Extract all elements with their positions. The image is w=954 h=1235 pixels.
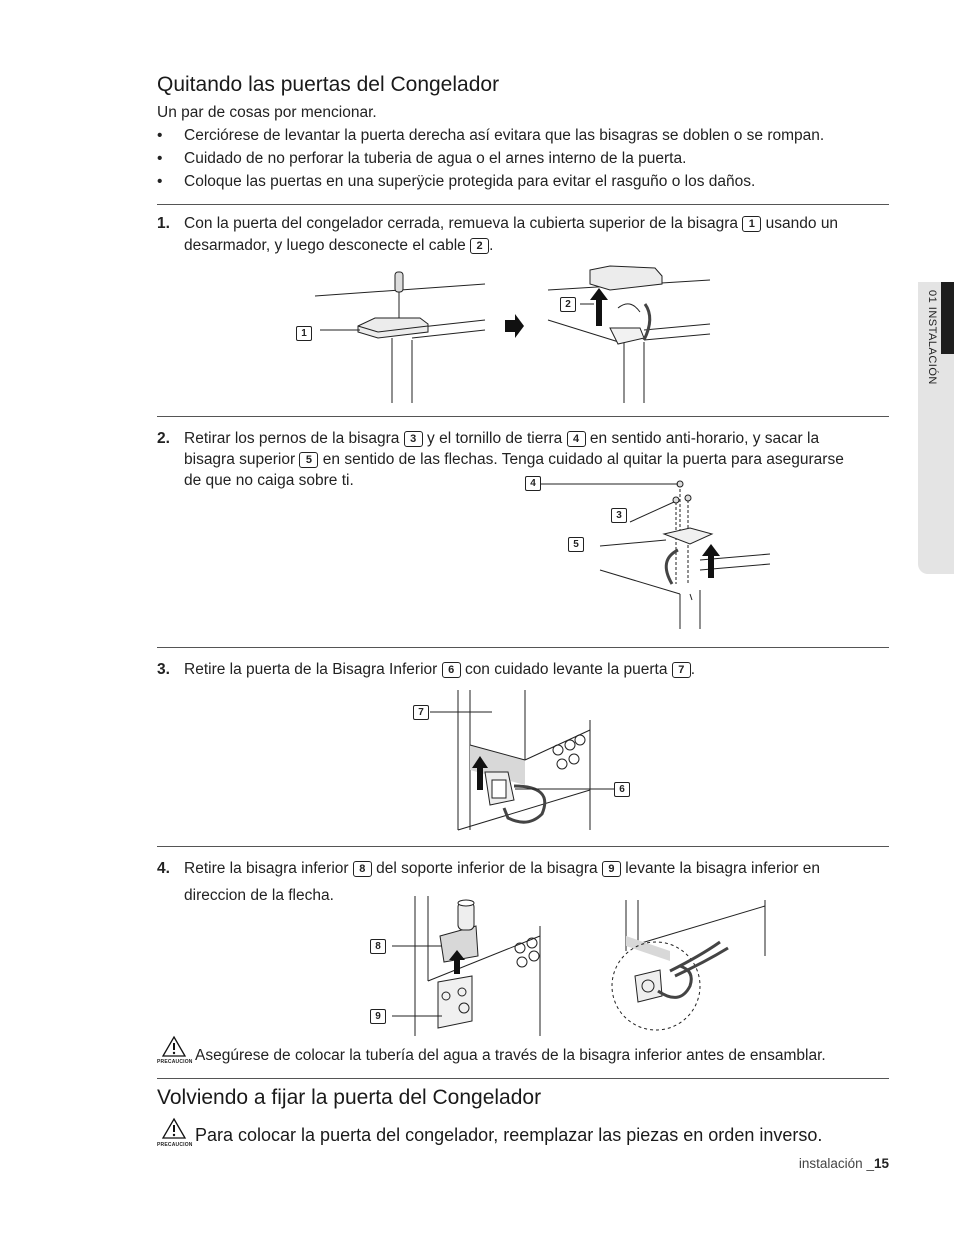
side-tab-marker (941, 282, 954, 354)
step-4-text-line2: direccion de la flecha. (184, 887, 334, 904)
warning-triangle-icon (162, 1118, 186, 1140)
bullet-text: Cuidado de no perforar la tuberia de agua o el arnes interno de la puerta. (184, 150, 687, 167)
divider (157, 204, 889, 205)
step-number: 3. (157, 661, 170, 678)
step-2-text-line3: de que no caiga sobre ti. (184, 472, 354, 489)
caution-text: Asegúrese de colocar la tubería del agua a través de la bisagra inferior antes de ensamblar. (195, 1047, 826, 1064)
step-4-text-line1: Retire la bisagra inferior 8 del soporte inferior de la bisagra 9 levante la bisagra inferior en (184, 860, 820, 877)
step-1-text-line1: Con la puerta del congelador cerrada, remueva la cubierta superior de la bisagra 1 usando un (184, 215, 839, 232)
callout-3: 3 (611, 508, 627, 523)
divider (157, 1078, 889, 1079)
callout-8: 8 (370, 939, 386, 954)
illustration-step-2 (540, 474, 780, 634)
warning-triangle-icon (162, 1036, 186, 1058)
divider (157, 846, 889, 847)
callout-5: 5 (568, 537, 584, 552)
side-tab-label: 01 INSTALACIÓN (926, 290, 938, 385)
divider (157, 647, 889, 648)
step-2-text-line1: Retirar los pernos de la bisagra 3 y el tornillo de tierra 4 en sentido anti-horario, y sacar la (184, 430, 820, 447)
step-3-text: Retire la puerta de la Bisagra Inferior 6 con cuidado levante la puerta 7 . (184, 661, 696, 678)
intro-text: Un par de cosas por mencionar. (157, 104, 377, 121)
callout-2: 2 (560, 297, 576, 312)
bullet-text: Cerciórese de levantar la puerta derecha así evitara que las bisagras se doblen o se rompan. (184, 127, 825, 144)
step-number: 1. (157, 215, 170, 232)
illustration-step-1 (300, 268, 720, 408)
caution-label: PRECAUCION (157, 1059, 193, 1065)
bullet-item: • (157, 127, 163, 144)
callout-6: 6 (614, 782, 630, 797)
callout-4: 4 (525, 476, 541, 491)
illustration-step-4 (380, 896, 780, 1041)
section-title-reattaching-door: Volviendo a fijar la puerta del Congelador (157, 1086, 542, 1109)
callout-1: 1 (296, 326, 312, 341)
illustration-step-3 (430, 690, 600, 835)
caution-label: PRECAUCION (157, 1142, 193, 1148)
bullet-text: Coloque las puertas en una superÿcie protegida para evitar el rasguño o los daños. (184, 173, 756, 190)
step-number: 2. (157, 430, 170, 447)
divider (157, 416, 889, 417)
bullet-item: • (157, 173, 163, 190)
caution-text-large: Para colocar la puerta del congelador, reemplazar las piezas en orden inverso. (195, 1125, 823, 1145)
step-2-text-line2: bisagra superior 5 en sentido de las flechas. Tenga cuidado al quitar la puerta para asegurarse (184, 451, 844, 468)
section-title-removing-doors: Quitando las puertas del Congelador (157, 73, 500, 96)
page-footer: instalación _15 (798, 1156, 889, 1171)
callout-9: 9 (370, 1009, 386, 1024)
step-1-text-line2: desarmador, y luego desconecte el cable 2 . (184, 237, 494, 254)
callout-7: 7 (413, 705, 429, 720)
bullet-item: • (157, 150, 163, 167)
step-number: 4. (157, 860, 170, 877)
